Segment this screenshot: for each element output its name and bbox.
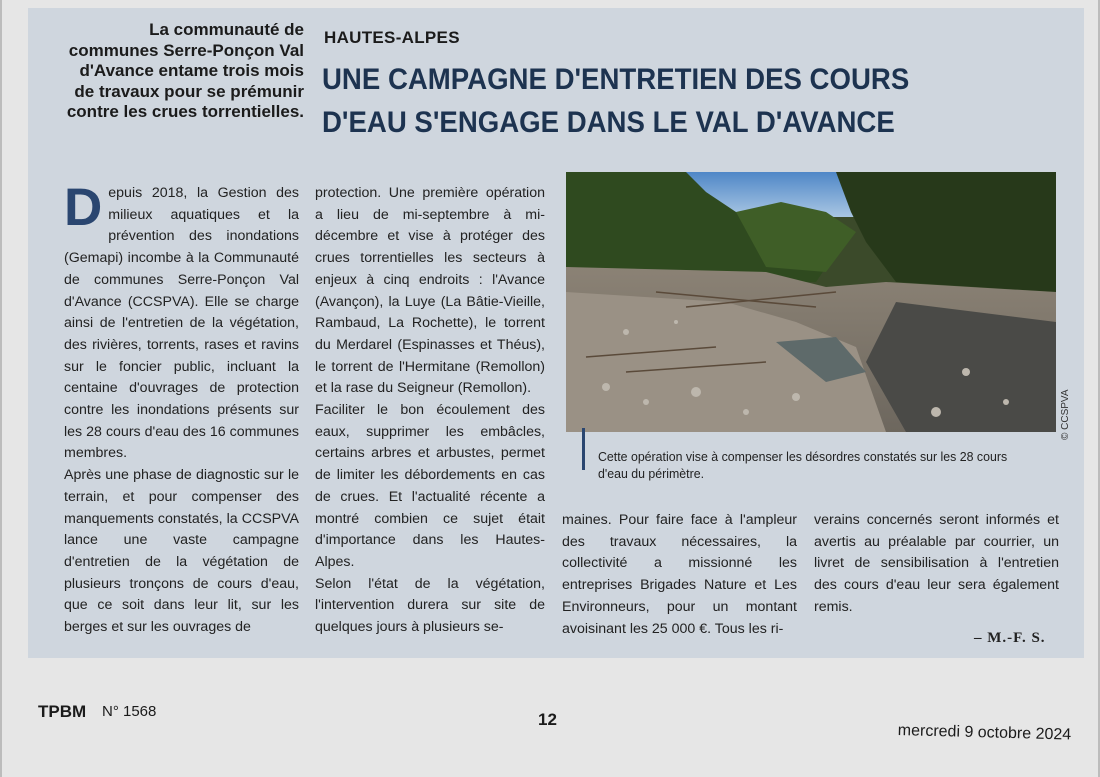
footer-page-number: 12 xyxy=(538,710,557,729)
article-column-1 xyxy=(64,178,299,639)
column-4-paragraph-1: verains concernés seront informés et avertis au préalable par courrier, un livret de sensibilisation à l'entretien des cours d'eau leur sera également remis. xyxy=(814,512,1059,615)
column-2-paragraph-3: Selon l'état de la végétation, l'intervention durera sur site de quelques jours à plusieurs se- xyxy=(315,575,545,636)
footer-brand: TPBM xyxy=(38,702,87,721)
article-column-4 xyxy=(814,510,1059,619)
photo-caption: Cette opération vise à compenser les désordres constatés sur les 28 cours d'eau du périmètre. xyxy=(598,449,1008,481)
column-1-paragraph-2: Après une phase de diagnostic sur le terrain, et pour compenser des manquements constatés, la CCSPVA lance une vaste campagne d'entretien de la végétation de plusieurs tronçons de cours d'eau, que ce soit dans leur lit, sur les berges et sur les ouvrages de xyxy=(64,467,299,636)
column-2-paragraph-2: Faciliter le bon écoulement des eaux, supprimer les embâcles, certains arbres et arbustes, permet de limiter les débordements en cas de crues. Et l'actualité récente a montré combien ce sujet était d'importance dans les Hautes-Alpes. xyxy=(315,402,545,570)
article-column-2 xyxy=(315,183,545,639)
photo-credit: © CCSPVA xyxy=(1060,389,1071,440)
article-lead: La communauté de communes Serre-Ponçon Val d'Avance entame trois mois de travaux pour se prémunir contre les crues torrentielles. xyxy=(66,20,304,121)
author-signature: – M.-F. S. xyxy=(974,630,1046,646)
column-2-paragraph-1: protection. Une première opération a lieu de mi-septembre à mi-décembre et vise à protéger des crues torrentielles les secteurs à enjeux à cinq endroits : l'Avance (Avançon), la Luye (La Bâtie-Vieille, Rambaud, La Rochette), le torrent du Merdarel (Espinasses et Théus), le torrent de l'Hermitane (Remollon) et la rase du Seigneur (Remollon). xyxy=(315,185,545,397)
footer-issue-number: N° 1568 xyxy=(102,703,157,720)
drop-cap: D xyxy=(64,178,103,237)
article-column-3 xyxy=(562,510,797,640)
article-headline: UNE CAMPAGNE D'ENTRETIEN DES COURS D'EAU S'ENGAGE DANS LE VAL D'AVANCE xyxy=(322,63,910,139)
footer-date: mercredi 9 octobre 2024 xyxy=(897,722,1072,744)
article-kicker: HAUTES-ALPES xyxy=(324,28,460,47)
caption-rule xyxy=(582,428,585,470)
river-bed-photo xyxy=(566,172,1056,432)
column-3-paragraph-1: maines. Pour faire face à l'ampleur des travaux nécessaires, la collectivité a missionné les entreprises Brigades Nature et Les Environneurs, pour un montant avoisinant les 25 000 €. Tous les ri- xyxy=(562,512,797,637)
newspaper-page xyxy=(2,0,1098,777)
column-1-paragraph-1: epuis 2018, la Gestion des milieux aquatiques et la prévention des inondations (Gemapi) incombe à la Communauté de communes Serre-Ponçon Val d'Avance (CCSPVA). Elle se charge ainsi de l'entretien de la végétation, des rivières, torrents, rases et ravins sur le foncier public, incluant la centaine d'ouvrages de protection contre les inondations présents sur les 28 cours d'eau des 16 communes membres. xyxy=(64,185,299,462)
